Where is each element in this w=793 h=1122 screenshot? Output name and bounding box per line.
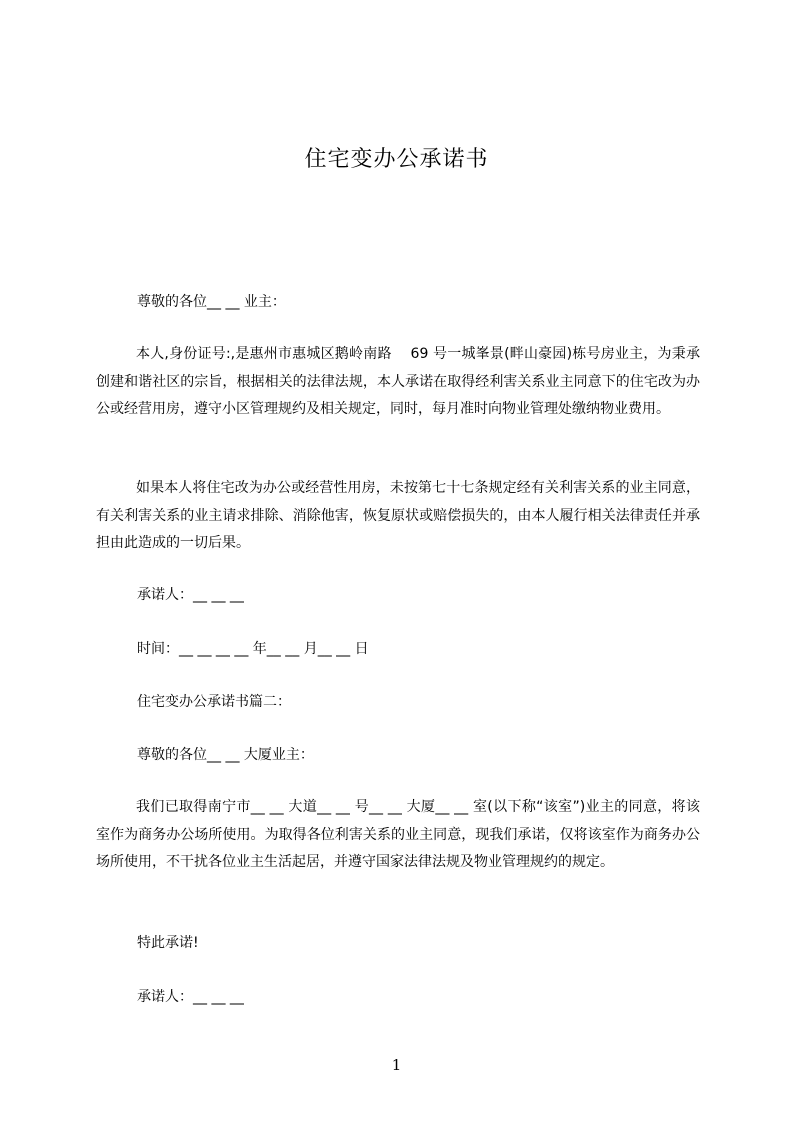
time-line: 时间：__ __ __ __ 年__ __ 月__ __ 日 [137,641,369,657]
closing-line: 特此承诺! [137,935,199,951]
salutation-1: 尊敬的各位__ __ 业主： [137,294,286,310]
promisor-line-2: 承诺人：__ __ __ [137,989,244,1005]
page-number: 1 [391,1056,402,1074]
promisor-line-1: 承诺人：__ __ __ [137,587,244,603]
paragraph-3: 我们已取得南宁市__ __ 大道__ __ 号__ __ 大厦__ __ 室(以下称“该室”)业主的同意，将该室作为商务办公场所使用。为取得各位利害关系的业主同意，现我们承诺，仅将该室作为商务办公场所使用，不干扰各位业主生活起居，并遵守国家法律法规及物业管理规约的规定。 [96,799,700,870]
paragraph-2: 如果本人将住宅改为办公或经营性用房，未按第七十七条规定经有关利害关系的业主同意，有关利害关系的业主请求排除、消除他害，恢复原状或赔偿损失的，由本人履行相关法律责任并承担由此造成的一切后果。 [96,480,700,551]
salutation-2: 尊敬的各位__ __ 大厦业主： [137,747,314,763]
paragraph-1: 本人,身份证号:,是惠州市惠城区鹅岭南路 69 号一城峯景(畔山豪园)栋号房业主，为秉承创建和谐社区的宗旨，根据相关的法律法规，本人承诺在取得经利害关系业主同意下的住宅改为办公或经营用房，遵守小区管理规约及相关规定，同时，每月准时向物业管理处缴纳物业费用。 [96,346,700,417]
document-title: 住宅变办公承诺书 [304,147,489,172]
section-2-heading: 住宅变办公承诺书篇二： [137,694,291,710]
